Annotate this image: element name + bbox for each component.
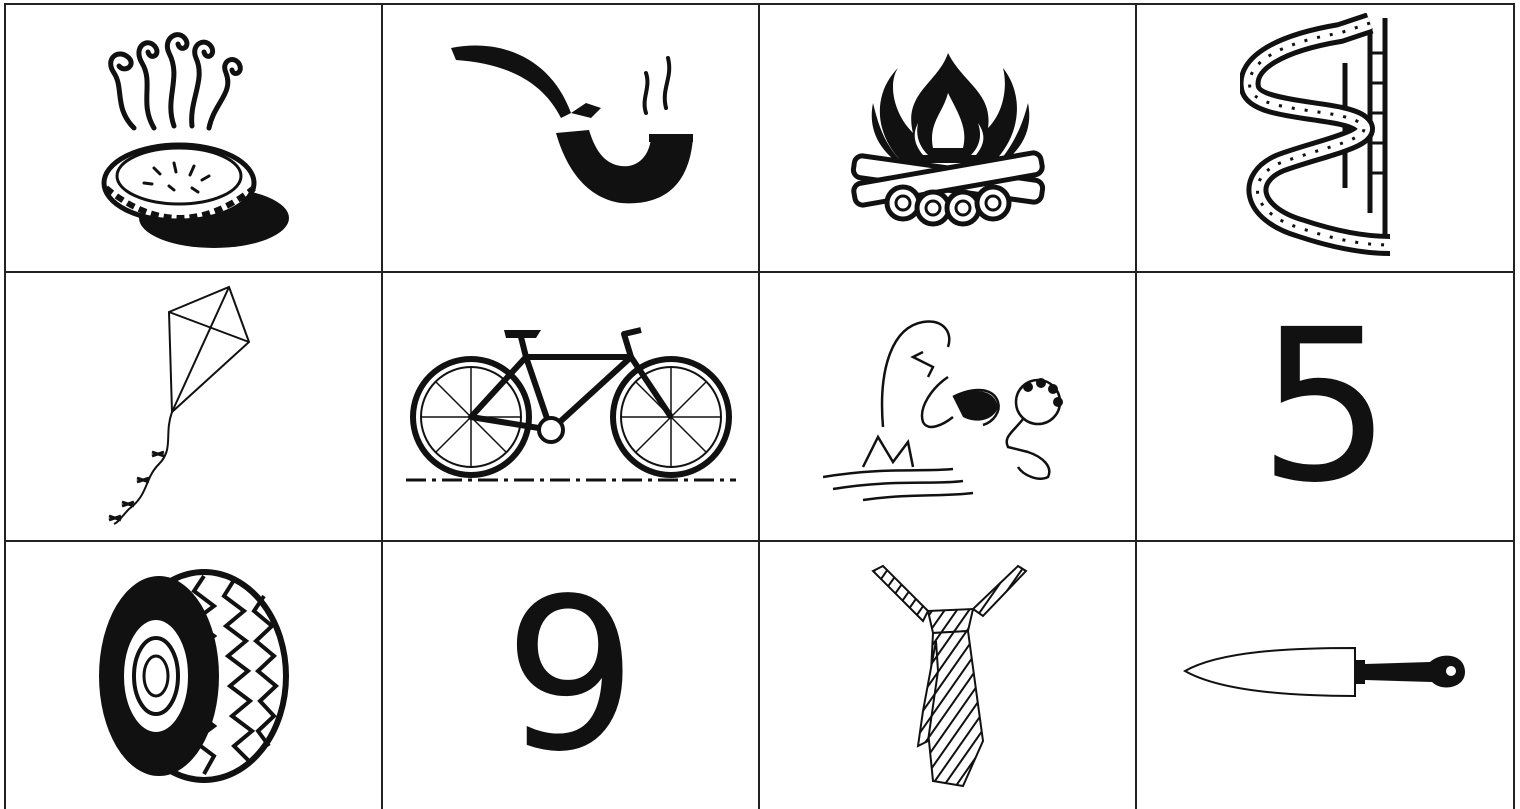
bicycle-icon (406, 322, 736, 492)
spiral-slide-icon (1240, 13, 1410, 263)
card-diver[interactable] (758, 271, 1135, 540)
knife-icon (1180, 646, 1470, 706)
campfire-icon (843, 43, 1053, 233)
card-five[interactable] (1135, 271, 1515, 540)
number-five: 5 (1258, 283, 1392, 529)
necktie-icon (868, 561, 1028, 791)
card-nine[interactable] (381, 540, 758, 809)
card-kite[interactable] (4, 271, 381, 540)
card-tire[interactable] (4, 540, 381, 809)
diving-person-icon (823, 307, 1073, 507)
tire-icon (94, 566, 294, 786)
card-pie[interactable] (4, 3, 381, 271)
card-bicycle[interactable] (381, 271, 758, 540)
card-slide[interactable] (1135, 3, 1515, 271)
card-knife[interactable] (1135, 540, 1515, 809)
hot-pie-icon (94, 18, 294, 258)
tobacco-pipe-icon (421, 38, 721, 238)
card-pipe[interactable] (381, 3, 758, 271)
card-tie[interactable] (758, 540, 1135, 809)
number-nine: 9 (503, 552, 638, 798)
kite-icon (104, 284, 284, 529)
card-campfire[interactable] (758, 3, 1135, 271)
picture-card-grid (4, 3, 1515, 809)
